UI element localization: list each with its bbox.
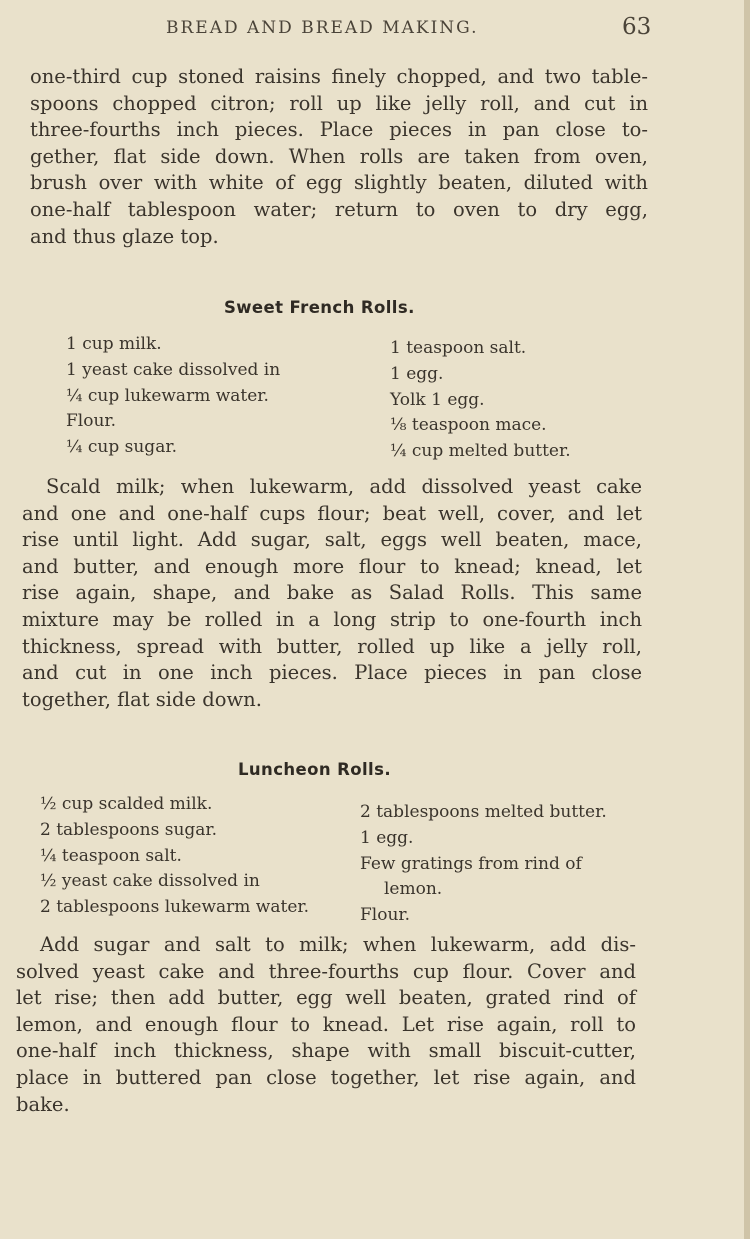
text-line: thickness, spread with butter, rolled up like a jelly roll, xyxy=(22,634,642,658)
ingredients-left-sweet-french-rolls xyxy=(66,332,280,461)
ingredient-item: 2 tablespoons melted butter. xyxy=(360,802,607,822)
text-line: spoons chopped citron; roll up like jelly roll, and cut in xyxy=(30,91,648,115)
ingredient-item: lemon. xyxy=(384,879,443,900)
page-number: 63 xyxy=(622,14,652,40)
continuation-paragraph xyxy=(30,64,648,250)
directions-luncheon-rolls xyxy=(16,932,636,1118)
text-line: Scald milk; when lukewarm, add dissolved yeast cake xyxy=(46,475,642,498)
text-line: one-third cup stoned raisins finely chopped, and two table- xyxy=(30,65,648,88)
text-line: one-half inch thickness, shape with small biscuit-cutter, xyxy=(16,1039,636,1063)
ingredient-item: 1 egg. xyxy=(390,363,444,384)
text-line: and one and one-half cups flour; beat well, cover, and let xyxy=(22,501,642,525)
text-line: rise again, shape, and bake as Salad Rolls. This same xyxy=(22,581,642,605)
ingredients-right-sweet-french-rolls xyxy=(390,336,571,465)
ingredient-item: 2 tablespoons sugar. xyxy=(40,819,218,840)
page-edge xyxy=(744,0,750,1239)
text-line: solved yeast cake and three-fourths cup flour. Cover and xyxy=(16,959,636,983)
ingredient-item: ¼ cup sugar. xyxy=(66,437,177,458)
text-line: and butter, and enough more flour to knead; knead, let xyxy=(22,554,642,578)
text-line: Add sugar and salt to milk; when lukewarm, add dis- xyxy=(40,933,636,956)
text-line: together, flat side down. xyxy=(22,687,262,711)
recipe-title-sweet-french-rolls: Sweet French Rolls. xyxy=(224,298,415,317)
text-line: gether, flat side down. When rolls are taken from oven, xyxy=(30,144,648,168)
ingredients-right-luncheon-rolls xyxy=(360,800,607,929)
ingredient-item: 1 teaspoon salt. xyxy=(390,338,527,358)
text-line: bake. xyxy=(16,1092,70,1116)
running-title: BREAD AND BREAD MAKING. xyxy=(166,18,479,38)
ingredients-left-luncheon-rolls xyxy=(40,792,309,921)
text-line: and cut in one inch pieces. Place pieces in pan close xyxy=(22,661,642,685)
text-line: place in buttered pan close together, let rise again, and xyxy=(16,1065,636,1089)
text-line: one-half tablespoon water; return to oven to dry egg, xyxy=(30,197,648,221)
ingredient-item: Flour. xyxy=(66,411,117,432)
ingredient-item: 1 yeast cake dissolved in xyxy=(66,359,281,380)
page-header xyxy=(0,14,750,44)
ingredient-item: ¼ teaspoon salt. xyxy=(40,845,182,866)
directions-sweet-french-rolls xyxy=(22,474,642,713)
ingredient-item: ¼ cup lukewarm water. xyxy=(66,385,269,406)
text-line: three-fourths inch pieces. Place pieces in pan close to- xyxy=(30,118,648,142)
text-line: and thus glaze top. xyxy=(30,224,219,248)
ingredient-item: 1 cup milk. xyxy=(66,334,162,354)
text-line: lemon, and enough flour to knead. Let rise again, roll to xyxy=(16,1012,636,1036)
ingredient-item: ¼ cup melted butter. xyxy=(390,441,571,462)
ingredient-item: 2 tablespoons lukewarm water. xyxy=(40,897,310,918)
text-line: let rise; then add butter, egg well beaten, grated rind of xyxy=(16,986,636,1010)
text-line: brush over with white of egg slightly beaten, diluted with xyxy=(30,171,648,195)
ingredient-item: Few gratings from rind of xyxy=(360,853,582,874)
ingredient-item: ½ cup scalded milk. xyxy=(40,794,213,814)
ingredient-item: 1 egg. xyxy=(360,827,414,848)
recipe-title-luncheon-rolls: Luncheon Rolls. xyxy=(238,760,391,779)
text-line: rise until light. Add sugar, salt, eggs well beaten, mace, xyxy=(22,528,642,552)
ingredient-item: ⅛ teaspoon mace. xyxy=(390,415,547,436)
ingredient-item: ½ yeast cake dissolved in xyxy=(40,871,260,892)
ingredient-item: Flour. xyxy=(360,905,411,926)
text-line: mixture may be rolled in a long strip to one-fourth inch xyxy=(22,607,642,631)
ingredient-item: Yolk 1 egg. xyxy=(390,389,485,410)
